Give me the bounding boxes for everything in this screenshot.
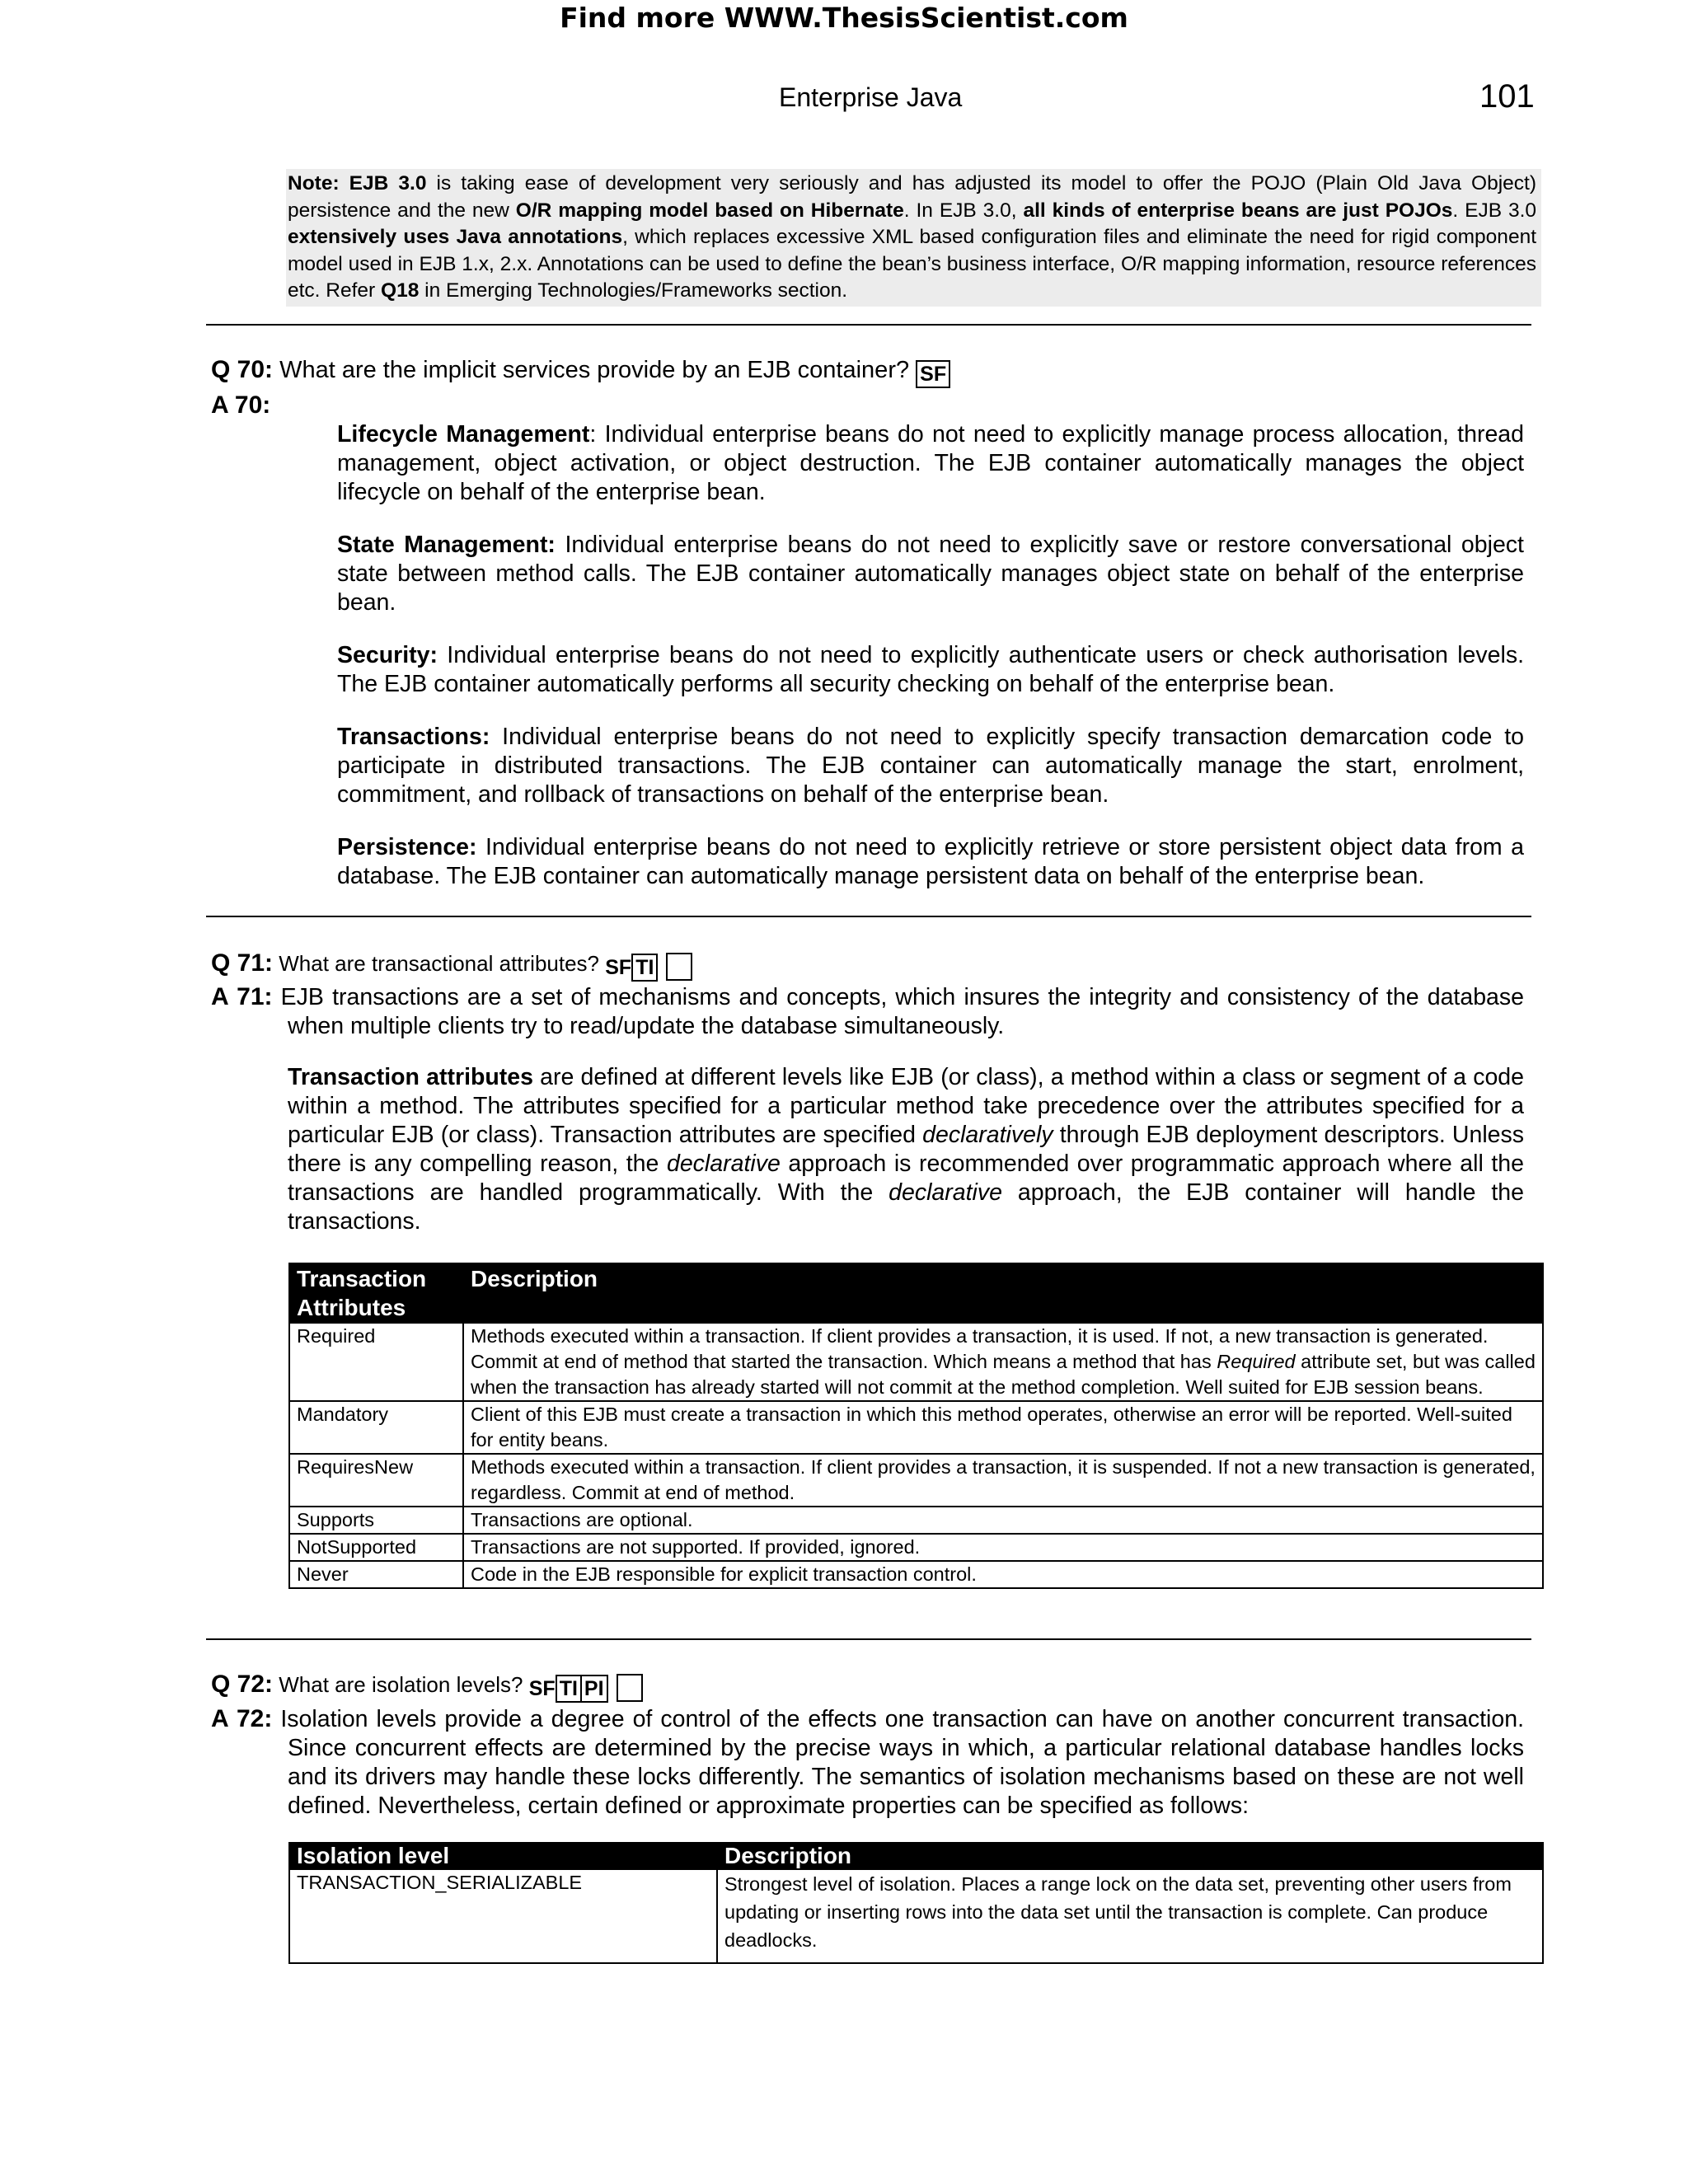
q71-codes: SF TI xyxy=(605,953,692,982)
table-row: Required Methods executed within a transaction. If client provides a transaction, it is used. If not, a new transaction is generated. Commit at end of method that started the transaction. Which means a method that has Required attribute set, but was called when the transaction has already started will not commit at the method completion. Well suited for EJB session beans. xyxy=(289,1323,1543,1401)
isolation-levels-table xyxy=(288,1842,1544,1964)
q71-answer-label: A 71: xyxy=(211,983,273,1010)
divider-2 xyxy=(206,916,1531,917)
site-banner: Find more WWW.ThesisScientist.com xyxy=(560,2,1128,34)
q70-item-transactions: Transactions: Individual enterprise beans do not need to explicitly specify transaction demarcation code to participate in distributed transactions. The EJB container can automatically manage the start, enrolment, commitment, and rollback of transactions on behalf of the enterprise bean. xyxy=(337,724,1524,808)
note-text-6: . EJB 3.0 xyxy=(1452,199,1537,222)
q71-question xyxy=(211,949,692,982)
q70-item-persistence: Persistence: Individual enterprise beans do not need to explicitly retrieve or store persistent object data from a database. The EJB container can automatically manage persistent data on behalf of the enterprise bean. xyxy=(337,834,1524,889)
table-row: NotSupported Transactions are not supported. If provided, ignored. xyxy=(289,1534,1543,1561)
q70-text: What are the implicit services provide by an EJB container? xyxy=(273,357,917,383)
q70-code-sf: SF xyxy=(916,360,950,388)
q71-label: Q 71: xyxy=(211,949,274,977)
q70-item-security: Security: Individual enterprise beans do not need to explicitly authenticate users or check authorisation levels. The EJB container automatically performs all security checking on behalf of the enterprise bean. xyxy=(337,642,1524,697)
note-text-3: O/R mapping model based on Hibernate xyxy=(515,199,904,222)
note-text-10: in Emerging Technologies/Frameworks section. xyxy=(419,279,848,302)
q72-answer: A 72: Isolation levels provide a degree of control of the effects one transaction can have on another concurrent transaction. Since concurrent effects are determined by the precise ways in which, a particular relational database handles locks and its drivers may handle these locks differently. The semantics of isolation mechanisms based on these are not well defined. Nevertheless, certain defined or approximate properties can be specified as follows: xyxy=(211,1705,1524,1819)
note-text-4: . In EJB 3.0, xyxy=(903,199,1024,222)
header-transaction-attributes: Transaction Attributes xyxy=(289,1263,463,1323)
q71-text: What are transactional attributes? xyxy=(273,951,606,976)
q70-answer xyxy=(337,420,1524,915)
table-row: RequiresNew Methods executed within a transaction. If client provides a transaction, it is suspended. If not a new transaction is generated, regardless. Commit at end of method. xyxy=(289,1454,1543,1507)
note-text-7: extensively uses Java annotations xyxy=(288,226,623,248)
q71-answer-intro: A 71: EJB transactions are a set of mechanisms and concepts, which insures the integrity and consistency of the database when multiple clients try to read/update the database simultaneously. xyxy=(211,983,1524,1039)
table-header-row xyxy=(289,1843,1543,1869)
table-row: Never Code in the EJB responsible for explicit transaction control. xyxy=(289,1561,1543,1588)
header-isolation-level: Isolation level xyxy=(289,1843,717,1869)
q70-item-lifecycle: Lifecycle Management: Individual enterprise beans do not need to explicitly manage process allocation, thread management, object activation, or object destruction. The EJB container automatically manages the object lifecycle on behalf of the enterprise bean. xyxy=(337,421,1524,505)
q72-empty-box xyxy=(617,1674,643,1702)
q70-codes xyxy=(916,360,950,388)
note-text-9: Q18 xyxy=(381,279,420,302)
table-row: Supports Transactions are optional. xyxy=(289,1507,1543,1534)
q70-item-state: State Management: Individual enterprise beans do not need to explicitly save or restore conversational object state between method calls. The EJB container automatically manages object state on behalf of the enterprise bean. xyxy=(337,532,1524,616)
note-label: Note: xyxy=(288,172,340,194)
q70-label: Q 70: xyxy=(211,356,274,383)
table-row: TRANSACTION_SERIALIZABLE Strongest level of isolation. Places a range lock on the data set, preventing other users from updating or inserting rows into the data set until the transaction is complete. Can produce deadlocks. xyxy=(289,1869,1543,1963)
note-text-1: EJB 3.0 xyxy=(349,172,427,194)
q72-answer-label: A 72: xyxy=(211,1705,273,1732)
q70-answer-label: A 70: xyxy=(211,391,271,419)
q71-empty-box xyxy=(666,953,692,981)
note-box xyxy=(286,169,1541,307)
header-description: Description xyxy=(717,1843,1543,1869)
page-number: 101 xyxy=(1479,78,1535,115)
divider-1 xyxy=(206,324,1531,326)
q72-codes: SF TI PI xyxy=(529,1674,643,1703)
q72-text: What are isolation levels? xyxy=(273,1672,529,1697)
header-description: Description xyxy=(463,1263,1543,1323)
running-title: Enterprise Java xyxy=(779,82,963,112)
q72-label: Q 72: xyxy=(211,1671,274,1698)
table-header-row xyxy=(289,1263,1543,1323)
note-text-5: all kinds of enterprise beans are just POJOs xyxy=(1023,199,1453,222)
q70-question xyxy=(211,356,950,388)
note-text-2: is taking ease of development very seriously and has adjusted its model to offer the POJO (Plain Old Java Object) persistence and the new xyxy=(288,172,1536,222)
table-row: Mandatory Client of this EJB must create a transaction in which this method operates, otherwise an error will be reported. Well-suited for entity beans. xyxy=(289,1401,1543,1454)
q71-paragraph-2: Transaction attributes are defined at different levels like EJB (or class), a method within a class or segment of a code within a method. The attributes specified for a particular method take precedence over the attributes specified for a particular EJB (or class). Transaction attributes are specified declaratively through EJB deployment descriptors. Unless there is any compelling reason, the declarative approach is recommended over programmatic approach where all the transactions are handled programmatically. With the declarative approach, the EJB container will handle the transactions. xyxy=(288,1064,1525,1235)
divider-3 xyxy=(206,1638,1531,1640)
transaction-attributes-table xyxy=(288,1263,1544,1589)
note-text-8: , which replaces excessive XML based configuration files and eliminate the need for rigid component model used in EJB 1.x, 2.x. Annotations can be used to define the bean’s business interface, O/R mapping information, resource references etc. Refer xyxy=(288,226,1536,302)
q72-question xyxy=(211,1671,643,1703)
